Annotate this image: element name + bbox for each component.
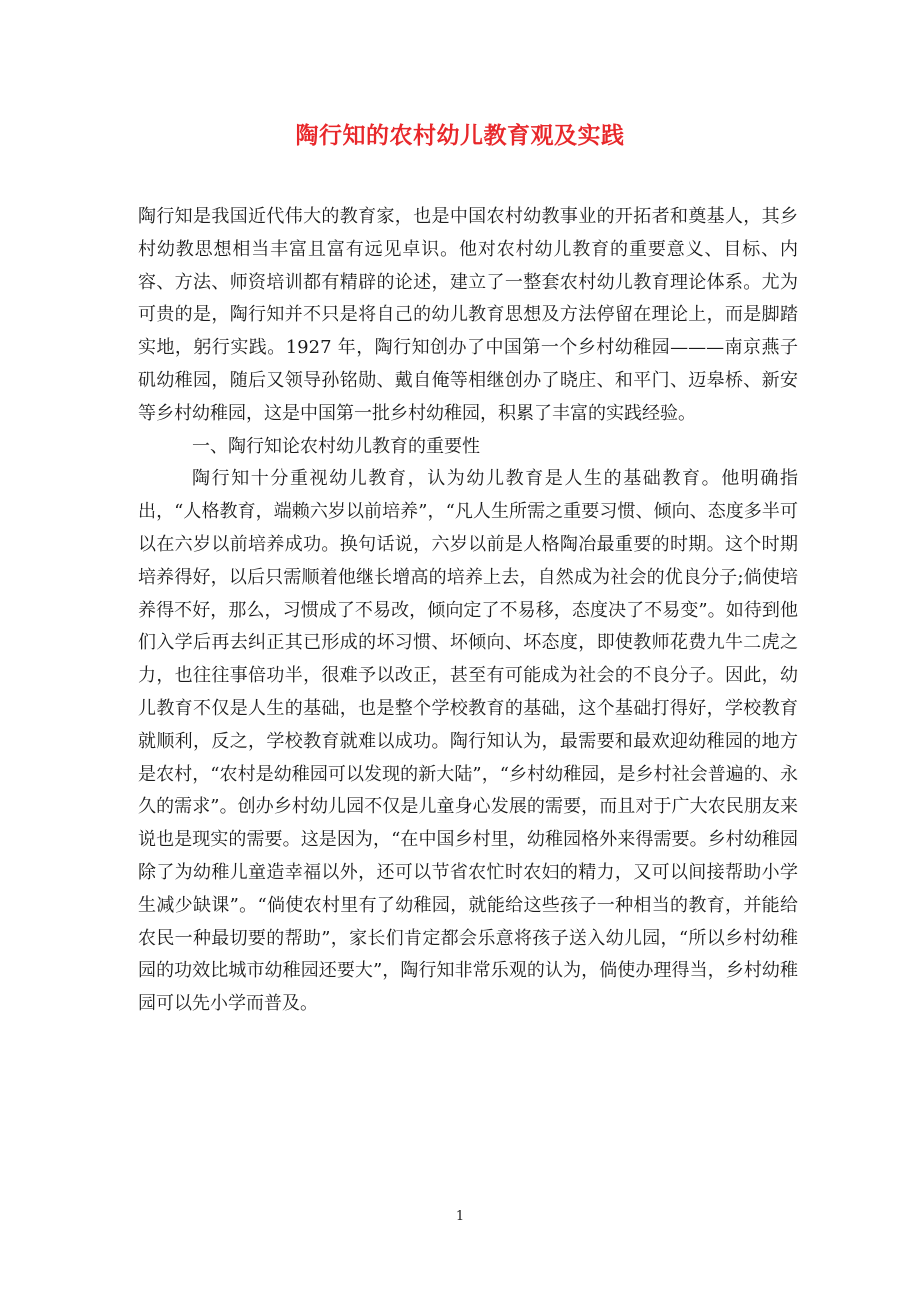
- document-body: [138, 201, 798, 1021]
- page-number: 1: [455, 1209, 465, 1224]
- document-title: 陶行知的农村幼儿教育观及实践: [295, 123, 625, 149]
- intro-paragraph: 陶行知是我国近代伟大的教育家，也是中国农村幼教事业的开拓者和奠基人，其乡村幼教思想相当丰富且富有远见卓识。他对农村幼儿教育的重要意义、目标、内容、方法、师资培训都有精辟的论述，建立了一整套农村幼儿教育理论体系。尤为可贵的是，陶行知并不只是将自己的幼儿教育思想及方法停留在理论上，而是脚踏实地，躬行实践。1927 年，陶行知创办了中国第一个乡村幼稚园———南京燕子矶幼稚园，随后又领导孙铭勋、戴自俺等相继创办了晓庄、和平门、迈皋桥、新安等乡村幼稚园，这是中国第一批乡村幼稚园，积累了丰富的实践经验。: [138, 206, 798, 424]
- body-paragraph: 陶行知十分重视幼儿教育，认为幼儿教育是人生的基础教育。他明确指出，“人格教育，端赖六岁以前培养”，“凡人生所需之重要习惯、倾向、态度多半可以在六岁以前培养成功。换句话说，六岁以前是人格陶冶最重要的时期。这个时期培养得好，以后只需顺着他继长增高的培养上去，自然成为社会的优良分子;倘使培养得不好，那么，习惯成了不易改，倾向定了不易移，态度决了不易变”。如待到他们入学后再去纠正其已形成的坏习惯、坏倾向、坏态度，即使教师花费九牛二虎之力，也往往事倍功半，很难予以改正，甚至有可能成为社会的不良分子。因此，幼儿教育不仅是人生的基础，也是整个学校教育的基础，这个基础打得好，学校教育就顺利，反之，学校教育就难以成功。陶行知认为，最需要和最欢迎幼稚园的地方是农村，“农村是幼稚园可以发现的新大陆”，“乡村幼稚园，是乡村社会普遍的、永久的需求”。创办乡村幼儿园不仅是儿童身心发展的需要，而且对于广大农民朋友来说也是现实的需要。这是因为，“在中国乡村里，幼稚园格外来得需要。乡村幼稚园除了为幼稚儿童造幸福以外，还可以节省农忙时农妇的精力，又可以间接帮助小学生减少缺课”。“倘使农村里有了幼稚园，就能给这些孩子一种相当的教育，并能给农民一种最切要的帮助”，家长们肯定都会乐意将孩子送入幼儿园，“所以乡村幼稚园的功效比城市幼稚园还要大”，陶行知非常乐观的认为，倘使办理得当，乡村幼稚园可以先小学而普及。: [138, 468, 798, 1015]
- section-heading: 一、陶行知论农村幼儿教育的重要性: [192, 435, 480, 457]
